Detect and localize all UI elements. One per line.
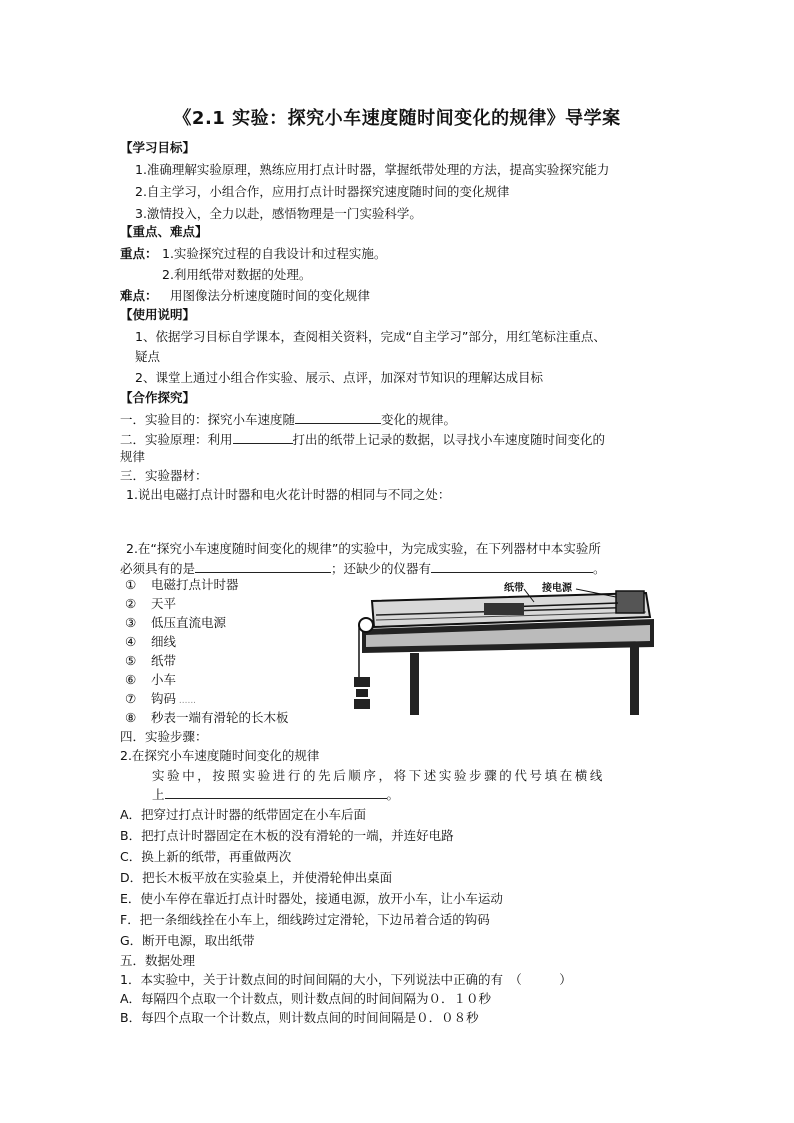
equipment-item: ② 天平 [125,596,177,611]
objectives-heading: 【学习目标】 [120,140,196,155]
equipment-item: ⑧ 秒表一端有滑轮的长木板 [125,710,289,725]
data-heading: 五．数据处理 [120,953,196,968]
data-question-1: 1．本实验中，关于计数点间的时间间隔的大小，下列说法中正确的有 （ ） [120,972,572,987]
difficult-text: 用图像法分析速度随时间的变化规律 [170,288,371,303]
step-item: C．换上新的纸带，再重做两次 [120,849,292,864]
step-item: A．把穿过打点计时器的纸带固定在小车后面 [120,807,367,822]
data-option: A．每隔四个点取一个计数点，则计数点间的时间间隔为０．１０秒 [120,991,492,1006]
steps-answer-prefix: 上 [152,787,165,802]
purpose-blank[interactable] [295,411,381,424]
step-item: D．把长木板平放在实验桌上，并使滑轮伸出桌面 [120,870,393,885]
principle-line [120,431,605,448]
required-blank[interactable] [195,560,331,573]
purpose-text: 一．实验目的：探究小车速度随 [120,412,296,427]
equipment-item: ④ 细线 [125,634,177,649]
steps-instruction: 实验中，按照实验进行的先后顺序，将下述实验步骤的代号填在横线 [152,768,606,783]
purpose-line [120,411,456,428]
key-item: 2.利用纸带对数据的处理。 [162,267,312,282]
equipment-question-1: 1.说出电磁打点计时器和电火花计时器的相同与不同之处： [126,487,451,502]
key-points-heading: 【重点、难点】 [120,224,208,239]
missing-text: ；还缺少的仪器有 [331,561,432,576]
equipment-item: ① 电磁打点计时器 [125,577,239,592]
principle-text-end: 打出的纸带上记录的数据，以寻找小车速度随时间变化的 [292,432,606,447]
apparatus-figure [354,577,656,717]
principle-blank[interactable] [233,431,293,444]
step-item: G．断开电源，取出纸带 [120,933,255,948]
explore-heading: 【合作探究】 [120,390,196,405]
usage-item-cont: 疑点 [135,349,161,364]
equipment-item: ⑥ 小车 [125,672,177,687]
equipment-question-2: 2.在“探究小车速度随时间变化的规律”的实验中，为完成实验，在下列器材中本实验所 [126,541,601,556]
apparatus-drawing [354,577,656,717]
paper-tape-label: 纸带 [504,583,524,594]
key-item: 1.实验探究过程的自我设计和过程实施。 [162,246,387,261]
key-label: 重点： [120,246,158,261]
step-item: B．把打点计时器固定在木板的没有滑轮的一端，并连好电路 [120,828,454,843]
steps-question: 2.在探究小车速度随时间变化的规律 [120,748,320,763]
steps-answer-end: 。 [386,787,400,802]
equipment-question-2-blanks [120,560,606,577]
principle-cont: 规律 [120,449,146,464]
usage-item: 1、依据学习目标自学课本，查阅相关资料，完成“自主学习”部分，用红笔标注重点、 [135,329,606,344]
period: 。 [593,561,606,576]
objective-item: 3.激情投入，全力以赴，感悟物理是一门实验科学。 [135,206,422,221]
equipment-item: ③ 低压直流电源 [125,615,227,630]
equipment-item: ⑤ 纸带 [125,653,177,668]
equipment-item: ⑦ 钩码 ...... [125,691,197,706]
steps-answer-line [152,786,399,803]
step-item: E．使小车停在靠近打点计时器处，接通电源，放开小车，让小车运动 [120,891,503,906]
equipment-heading: 三．实验器材： [120,468,208,483]
usage-item: 2、课堂上通过小组合作实验、展示、点评，加深对节知识的理解达成目标 [135,370,543,385]
required-text: 必须具有的是 [120,561,196,576]
steps-answer-blank[interactable] [165,786,387,799]
power-label: 接电源 [542,583,572,594]
usage-heading: 【使用说明】 [120,307,196,322]
principle-text: 二．实验原理：利用 [120,432,233,447]
objective-item: 1.准确理解实验原理，熟练应用打点计时器，掌握纸带处理的方法，提高实验探究能力 [135,162,610,177]
page-title: 《2.1 实验：探究小车速度随时间变化的规律》导学案 [173,108,621,129]
steps-heading: 四．实验步骤： [120,729,208,744]
step-item: F．把一条细线拴在小车上，细线跨过定滑轮，下边吊着合适的钩码 [120,912,490,927]
missing-blank[interactable] [431,560,593,573]
data-option: B．每四个点取一个计数点，则计数点间的时间间隔是０．０８秒 [120,1010,479,1025]
purpose-text-end: 变化的规律。 [381,412,457,427]
difficult-label: 难点： [120,288,158,303]
objective-item: 2.自主学习，小组合作，应用打点计时器探究速度随时间的变化规律 [135,184,510,199]
